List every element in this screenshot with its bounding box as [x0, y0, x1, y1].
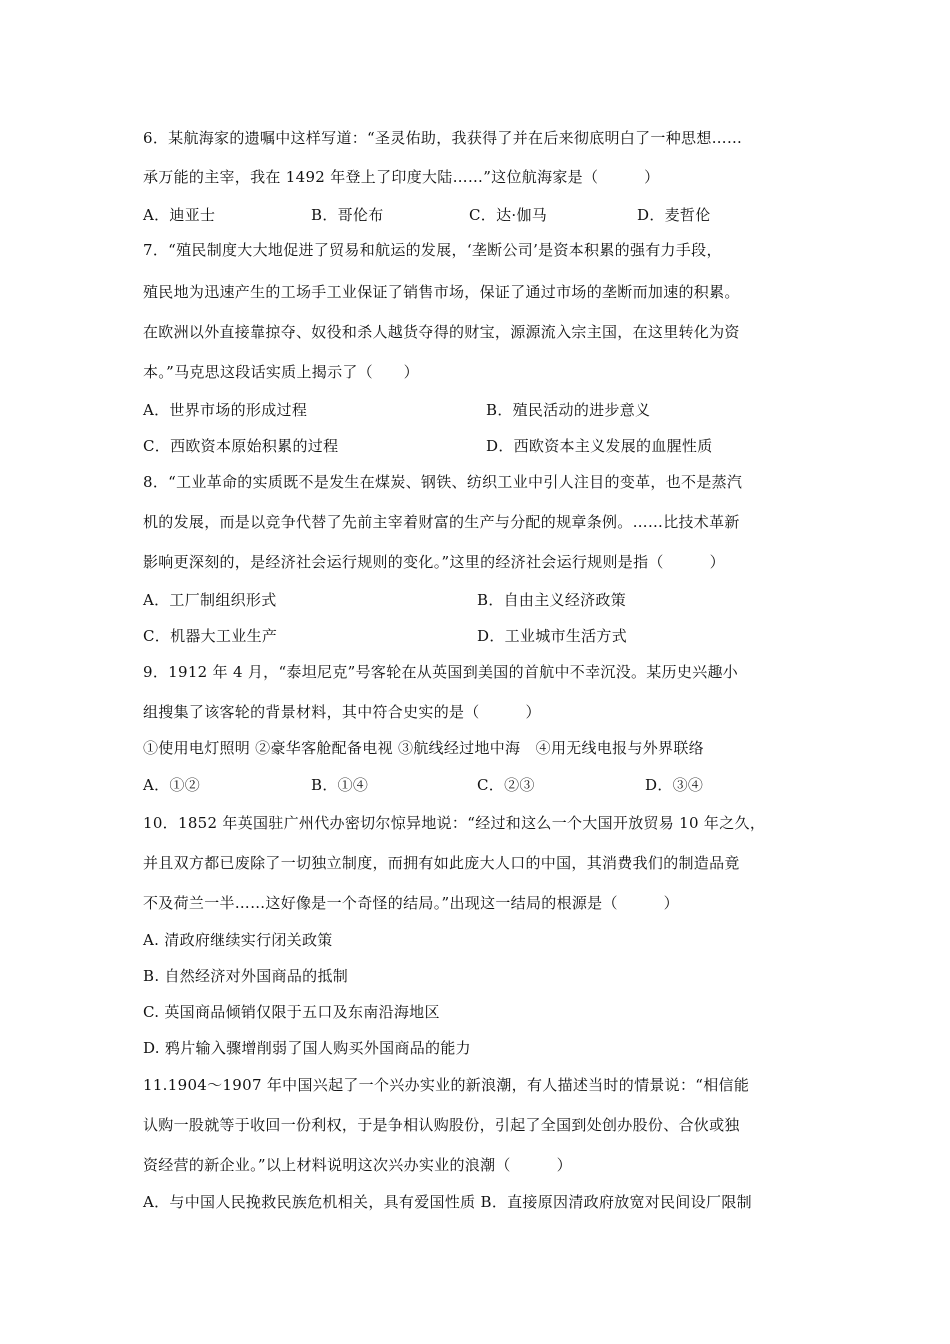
- question-10-line-2: 并且双方都已废除了一切独立制度，而拥有如此庞大人口的中国，其消费我们的制造品竟: [143, 854, 740, 872]
- question-8-line-2: 机的发展，而是以竞争代替了先前主宰着财富的生产与分配的规章条例。……比技术革新: [143, 513, 740, 531]
- question-6-option-a: A．迪亚士: [143, 206, 216, 224]
- question-9-line-1: 9．1912 年 4 月，“泰坦尼克”号客轮在从英国到美国的首航中不幸沉没。某历史兴趣小: [143, 663, 739, 681]
- question-11-line-1: 11.1904～1907 年中国兴起了一个兴办实业的新浪潮，有人描述当时的情景说：“相信能: [143, 1076, 750, 1094]
- question-9-option-c: C．②③: [477, 776, 535, 794]
- question-11-line-2: 认购一股就等于收回一份利权，于是争相认购股份，引起了全国到处创办股份、合伙或独: [143, 1116, 740, 1134]
- question-10-option-b: B. 自然经济对外国商品的抵制: [143, 967, 349, 985]
- question-9-line-3: ①使用电灯照明 ②豪华客舱配备电视 ③航线经过地中海 ④用无线电报与外界联络: [143, 739, 704, 757]
- question-6-line-1: 6．某航海家的遗嘱中这样写道：“圣灵佑助，我获得了并在后来彻底明白了一种思想……: [143, 129, 743, 147]
- question-6-option-c: C．达·伽马: [469, 206, 548, 224]
- question-7-line-1: 7．“殖民制度大大地促进了贸易和航运的发展，‘垄断公司’是资本积累的强有力手段，: [143, 241, 722, 259]
- question-10-option-a: A. 清政府继续实行闭关政策: [143, 931, 333, 949]
- question-7-line-3: 在欧洲以外直接靠掠夺、奴役和杀人越货夺得的财宝，源源流入宗主国，在这里转化为资: [143, 323, 740, 341]
- question-8-line-3: 影响更深刻的，是经济社会运行规则的变化。”这里的经济社会运行规则是指（ ）: [143, 553, 725, 571]
- question-6-option-d: D．麦哲伦: [637, 206, 711, 224]
- question-8-option-a: A．工厂制组织形式: [143, 591, 277, 609]
- question-9-line-2: 组搜集了该客轮的背景材料，其中符合史实的是（ ）: [143, 703, 541, 721]
- question-7-option-c: C．西欧资本原始积累的过程: [143, 437, 339, 455]
- question-8-option-c: C．机器大工业生产: [143, 627, 278, 645]
- question-8-option-b: B．自由主义经济政策: [477, 591, 627, 609]
- question-7-option-b: B．殖民活动的进步意义: [486, 401, 651, 419]
- question-6-option-b: B．哥伦布: [311, 206, 384, 224]
- question-7-line-2: 殖民地为迅速产生的工场手工业保证了销售市场，保证了通过市场的垄断而加速的积累。: [143, 283, 740, 301]
- question-11-line-3: 资经营的新企业。”以上材料说明这次兴办实业的浪潮（ ）: [143, 1156, 572, 1174]
- question-9-option-d: D．③④: [645, 776, 704, 794]
- question-7-line-4: 本。”马克思这段话实质上揭示了（ ）: [143, 363, 419, 381]
- question-10-option-c: C. 英国商品倾销仅限于五口及东南沿海地区: [143, 1003, 440, 1021]
- question-10-line-1: 10．1852 年英国驻广州代办密切尔惊异地说：“经过和这么一个大国开放贸易 10 年之久，: [143, 814, 766, 832]
- question-7-option-d: D．西欧资本主义发展的血腥性质: [486, 437, 713, 455]
- question-10-option-d: D. 鸦片输入骤增削弱了国人购买外国商品的能力: [143, 1039, 471, 1057]
- question-8-line-1: 8．“工业革命的实质既不是发生在煤炭、钢铁、纺织工业中引人注目的变革，也不是蒸汽: [143, 473, 743, 491]
- question-9-option-a: A．①②: [143, 776, 201, 794]
- question-11-options-line: A．与中国人民挽救民族危机相关，具有爱国性质 B．直接原因清政府放宽对民间设厂限制: [143, 1193, 752, 1211]
- question-10-line-3: 不及荷兰一半……这好像是一个奇怪的结局。”出现这一结局的根源是（ ）: [143, 894, 679, 912]
- question-6-line-2: 承万能的主宰，我在 1492 年登上了印度大陆……”这位航海家是（ ）: [143, 168, 660, 186]
- question-8-option-d: D．工业城市生活方式: [477, 627, 628, 645]
- question-9-option-b: B．①④: [311, 776, 369, 794]
- question-7-option-a: A．世界市场的形成过程: [143, 401, 308, 419]
